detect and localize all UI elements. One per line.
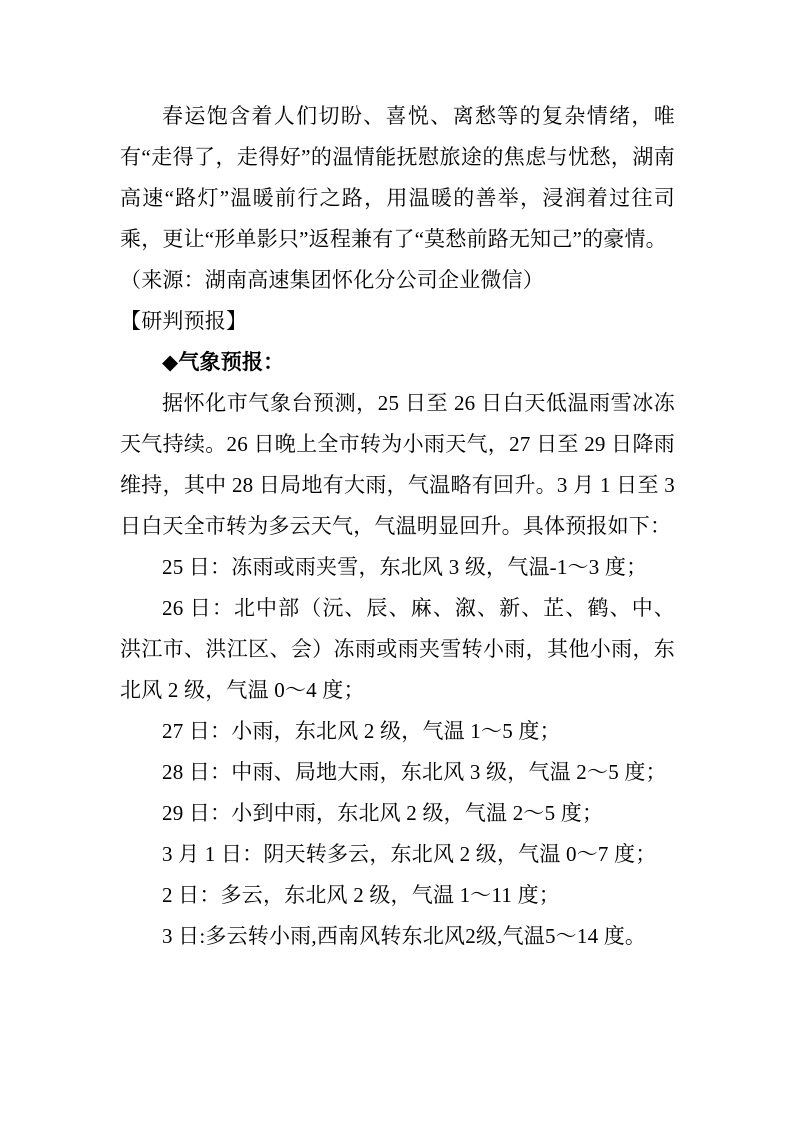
forecast-mar3: 3 日:多云转小雨,西南风转东北风2级,气温5～14 度。 bbox=[162, 924, 647, 948]
forecast-feb28: 28 日：中雨、局地大雨，东北风 3 级，气温 2～5 度； bbox=[162, 760, 667, 784]
weather-intro: 据怀化市气象台预测，25 日至 26 日白天低温雨雪冰冻天气持续。26 日晚上全市转为小雨天气，27 日至 29 日降雨维持，其中 28 日局地有大雨，气温略有回升。3 月 1 日至 3 日白天全市转为多云天气，气温明显回升。具体预报如下： bbox=[120, 391, 675, 538]
forecast-feb27: 27 日：小雨，东北风 2 级，气温 1～5 度； bbox=[162, 719, 561, 743]
forecast-feb26: 26 日：北中部（沅、辰、麻、溆、新、芷、鹤、中、洪江市、洪江区、会）冻雨或雨夹雪转小雨，其他小雨，东北风 2 级，气温 0～4 度； bbox=[120, 596, 675, 702]
forecast-feb25: 25 日：冻雨或雨夹雪，东北风 3 级，气温-1～3 度； bbox=[162, 555, 648, 579]
section-heading-yanpan-yubao: 【研判预报】 bbox=[120, 309, 248, 333]
paragraph-chunyun: 春运饱含着人们切盼、喜悦、离愁等的复杂情绪，唯有“走得了，走得好”的温情能抚慰旅途的焦虑与忧愁，湖南高速“路灯”温暖前行之路，用温暖的善举，浸润着过往司乘，更让“形单影只”返程兼有了“莫愁前路无知己”的豪情。 bbox=[120, 104, 675, 251]
subheading-qixiang-yubao: ◆气象预报： bbox=[162, 350, 285, 374]
source-line: （来源：湖南高速集团怀化分公司企业微信） bbox=[120, 268, 544, 292]
forecast-mar2: 2 日：多云，东北风 2 级，气温 1～11 度； bbox=[162, 883, 560, 907]
forecast-feb29: 29 日：小到中雨，东北风 2 级，气温 2～5 度； bbox=[162, 801, 604, 825]
forecast-mar1: 3 月 1 日：阴天转多云，东北风 2 级，气温 0～7 度； bbox=[162, 842, 657, 866]
